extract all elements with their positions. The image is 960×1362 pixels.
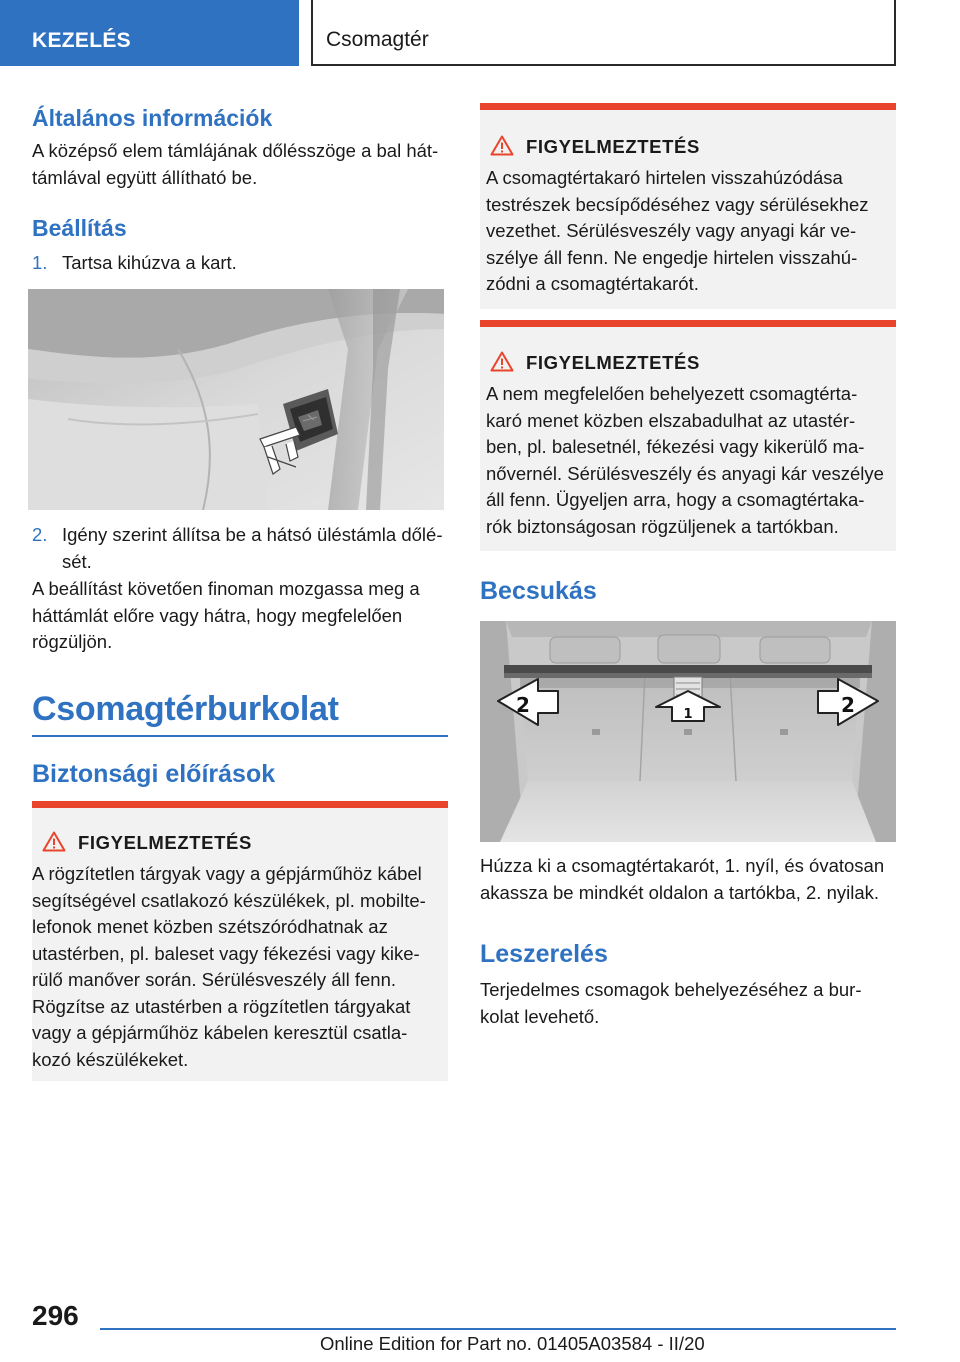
warning-triangle-icon	[490, 351, 514, 372]
warning-line: utastérben, pl. baleset vagy fékezési vagy kike-	[32, 942, 420, 964]
step-2	[32, 522, 443, 575]
general-info-heading: Általános információk	[32, 105, 273, 131]
warning-box	[480, 103, 896, 309]
warning-line: A rögzítetlen tárgyak vagy a gépjárműhöz kábel	[32, 863, 422, 884]
chapter-title: Csomagtérburkolat	[32, 690, 339, 728]
chapter-label: Csomagtér	[326, 28, 429, 51]
warning-box	[480, 320, 896, 551]
safety-heading: Biztonsági előírások	[32, 760, 276, 788]
warning-text	[486, 381, 896, 540]
warning-triangle-icon	[42, 831, 66, 852]
warning-line: A csomagtértakaró hirtelen visszahúzódása	[486, 167, 843, 188]
warning-line: Rögzítse az utastérben a rögzítetlen tárgyakat	[32, 995, 411, 1017]
warning-line: áll fenn. Ügyeljen arra, hogy a csomagtértaka-	[486, 489, 865, 510]
section-label: KEZELÉS	[32, 29, 131, 52]
warning-line: lefonok menet közben szétszóródhatnak az	[32, 916, 388, 937]
warning-title: FIGYELMEZTETÉS	[526, 136, 700, 157]
after-line: rögzüljön.	[32, 631, 113, 652]
arrow-label-right: 2	[841, 693, 855, 717]
warning-line: karó menet közben elszabadulhat az utastér-	[486, 409, 856, 431]
edition-note: Online Edition for Part no. 01405A03584 - II/20	[320, 1333, 705, 1354]
general-info-line: A középső elem támlájának dőlésszöge a bal hát-	[32, 140, 439, 161]
removal-line: Terjedelmes csomagok behelyezéséhez a bur-	[480, 979, 862, 1000]
warning-text	[32, 861, 448, 1073]
warning-triangle-icon	[490, 135, 514, 156]
warning-line: nővernél. Sérülésveszély és anyagi kár veszélye	[486, 462, 884, 484]
seat-lever-photo	[28, 289, 444, 510]
step-number: 1.	[32, 252, 48, 273]
warning-line: rók biztonságosan rögzüljenek a tartókban.	[486, 515, 839, 537]
step-text: Igény szerint állítsa be a hátsó üléstámla dőlé-	[62, 524, 443, 545]
closing-heading: Becsukás	[480, 577, 597, 605]
page-number: 296	[32, 1300, 79, 1331]
warning-text	[486, 165, 896, 298]
warning-title: FIGYELMEZTETÉS	[526, 352, 700, 373]
chapter-header	[311, 0, 896, 66]
step-number: 2.	[32, 524, 48, 545]
warning-title: FIGYELMEZTETÉS	[78, 832, 252, 853]
warning-box	[32, 801, 448, 1081]
chapter-rule	[32, 735, 448, 737]
general-info-text	[32, 138, 438, 191]
warning-line: vezethet. Sérülésveszély vagy anyagi kár ve-	[486, 220, 857, 241]
footer-rule	[100, 1328, 896, 1330]
removal-heading: Leszerelés	[480, 940, 608, 968]
arrow-label-center: 1	[683, 707, 693, 722]
closing-line: Húzza ki a csomagtértakarót, 1. nyíl, és óvatosan	[480, 855, 885, 876]
step-text: Tartsa kihúzva a kart.	[62, 252, 237, 273]
warning-line: zódni a csomagtértakarót.	[486, 273, 699, 294]
warning-line: A nem megfelelően behelyezett csomagtérta-	[486, 383, 858, 404]
warning-line: kozó készülékeket.	[32, 1048, 189, 1070]
closing-text	[480, 853, 884, 906]
warning-line: rülő manőver során. Sérülésveszély áll fenn.	[32, 969, 397, 990]
general-info-line: támlával együtt állítható be.	[32, 166, 258, 188]
setting-heading: Beállítás	[32, 215, 127, 241]
after-line: A beállítást követően finoman mozgassa meg a	[32, 578, 420, 599]
removal-line: kolat levehető.	[480, 1005, 600, 1027]
warning-line: testrészek becsípődéséhez vagy sérülésekhez	[486, 193, 869, 215]
warning-line: vagy a gépjárműhöz kábelen keresztül csatla-	[32, 1022, 408, 1043]
closing-line: akassza be mindkét oldalon a tartókba, 2. nyilak.	[480, 881, 880, 903]
section-tab	[0, 0, 299, 66]
removal-text	[480, 977, 862, 1030]
warning-line: ben, pl. balesetnél, fékezési vagy kikerülő ma-	[486, 436, 865, 457]
step-text: sét.	[62, 550, 92, 572]
warning-line: segítségével csatlakozó készülékek, pl. mobilte-	[32, 889, 426, 911]
after-setting-text	[32, 576, 420, 656]
step-1	[32, 250, 237, 277]
warning-line: szélye áll fenn. Ne engedje hirtelen visszahú-	[486, 246, 858, 268]
arrow-label-left: 2	[516, 693, 530, 717]
luggage-cover-photo	[480, 621, 896, 842]
after-line: háttámlát előre vagy hátra, hogy megfelelően	[32, 604, 403, 626]
